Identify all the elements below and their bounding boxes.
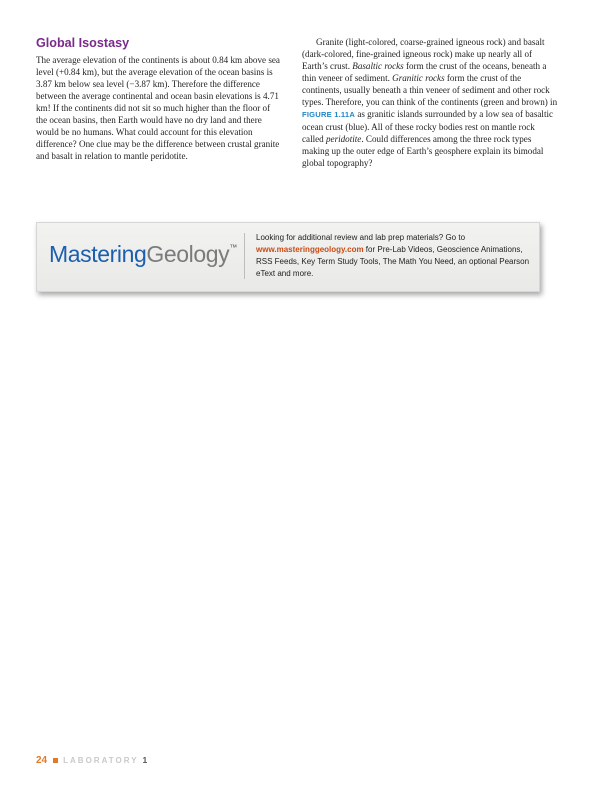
footer-lab-number: 1 <box>142 755 148 765</box>
logo-text-mastering: Mastering <box>49 241 147 267</box>
right-text-3: form the crust of the continents, usually beneath a thin veneer of sediment and other rock types. Therefore, you can think of the continents (green and brown) in <box>302 73 558 107</box>
footer-separator-square-icon <box>53 758 58 763</box>
right-text-5: . Could differences among the three rock types making up the outer edge of Earth’s geosphere explain its bimodal global topography? <box>302 134 544 168</box>
logo-text-geology: Geology <box>146 241 230 267</box>
promo-divider <box>244 233 245 279</box>
figure-reference-link[interactable]: FIGURE 1.11A <box>302 110 356 119</box>
left-column <box>36 36 280 162</box>
mastering-geology-promo-box <box>36 222 540 292</box>
page-number: 24 <box>36 755 48 766</box>
left-paragraph: The average elevation of the continents is about 0.84 km above sea level (+0.84 km), but the average elevation of the ocean basins is 3.87 km below sea level (−3.87 km). Therefore the difference between the average continental and ocean basin elevations is 4.71 km! If the continents did not sit so much higher than the floor of the ocean basins, then Earth would have no dry land and there would be no humans. What could account for this elevation difference? One clue may be the difference between crustal granite and basalt in relation to mantle peridotite. <box>36 55 280 161</box>
footer-lab-label: LABORATORY <box>63 756 139 765</box>
right-text-4: as granitic islands surrounded by a low sea of basaltic ocean crust (blue). All of these rocky bodies rest on mantle rock called <box>302 109 554 144</box>
promo-text <box>256 232 534 280</box>
right-text-2: form the crust of the oceans, beneath a thin veneer of sediment. <box>302 61 547 83</box>
promo-text-before: Looking for additional review and lab prep materials? Go to <box>256 233 466 242</box>
right-column <box>302 36 558 169</box>
term-basaltic-rocks: Basaltic rocks <box>352 61 404 71</box>
right-text-1: Granite (light-colored, coarse-grained igneous rock) and basalt (dark-colored, fine-grained igneous rock) make up nearly all of Earth’s crust. <box>302 37 545 71</box>
right-paragraph <box>302 36 558 169</box>
section-title: Global Isostasy <box>36 36 130 50</box>
promo-text-after: for Pre-Lab Videos, Geoscience Animations, RSS Feeds, Key Term Study Tools, The Math You Need, an optional Pearson eText and more. <box>256 245 530 279</box>
page-footer <box>36 755 147 766</box>
mastering-geology-logo <box>49 241 237 268</box>
mastering-geology-link[interactable]: www.masteringgeology.com <box>256 245 364 255</box>
term-granitic-rocks: Granitic rocks <box>392 73 445 83</box>
term-peridotite: peridotite <box>325 134 362 144</box>
logo-trademark: ™ <box>229 243 237 252</box>
